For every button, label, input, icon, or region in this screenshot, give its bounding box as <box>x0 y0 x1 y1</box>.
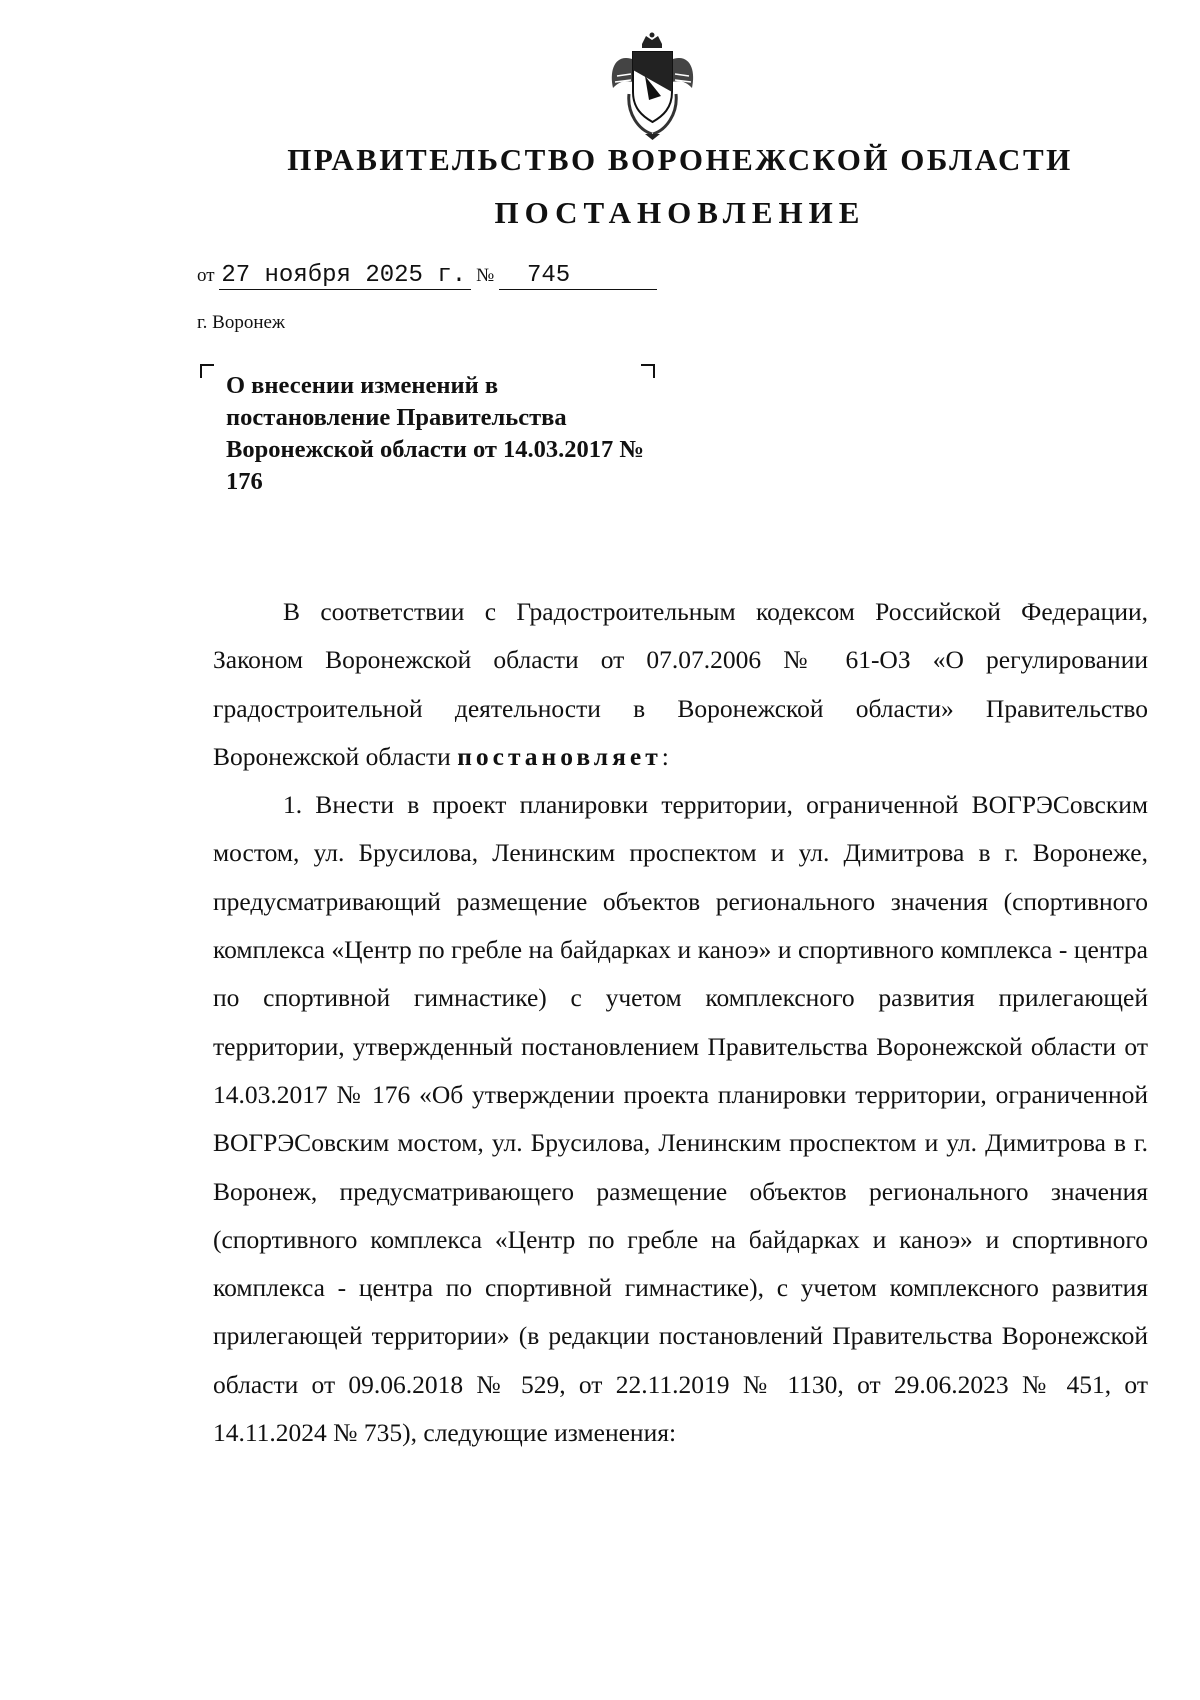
preamble-paragraph <box>213 588 1148 781</box>
item-1-paragraph: 1. Внести в проект планировки территории, ограниченной ВОГРЭСовским мостом, ул. Брусилова, Ленинским проспектом и ул. Димитрова в г. Воронеже, предусматривающий размещение объектов регионального значения (спортивного комплекса «Центр по гребле на байдарках и каноэ» и спортивного комплекса - центра по спортивной гимнастике) с учетом комплексного развития прилегающей территории, утвержденный постановлением Правительства Воронежской области от 14.03.2017 № 176 «Об утверждении проекта планировки территории, ограниченной ВОГРЭСовским мостом, ул. Брусилова, Ленинским проспектом и ул. Димитрова в г. Воронеж, предусматривающего размещение объектов регионального значения (спортивного комплекса «Центр по гребле на байдарках и каноэ» и спортивного комплекса - центра по спортивной гимнастике), с учетом комплексного развития прилегающей территории» (в редакции постановлений Правительства Воронежской области от 09.06.2018 № 529, от 22.11.2019 № 1130, от 29.06.2023 № 451, от 14.11.2024 № 735), следующие изменения: <box>213 790 1148 1448</box>
document-subject: О внесении изменений в постановление Правительства Воронежской области от 14.03.2017 № 176 <box>226 372 645 495</box>
government-title: ПРАВИТЕЛЬСТВО ВОРОНЕЖСКОЙ ОБЛАСТИ <box>287 142 1073 177</box>
decree-word: постановляет <box>457 741 662 771</box>
preamble-end: : <box>661 741 669 771</box>
coat-of-arms-emblem <box>605 30 700 142</box>
document-date: 27 ноября 2025 г. <box>219 262 471 290</box>
document-type-title: ПОСТАНОВЛЕНИЕ <box>494 195 866 230</box>
date-number-line <box>197 262 657 290</box>
document-body <box>213 588 1148 1457</box>
city-label: г. Воронеж <box>197 312 286 333</box>
document-number: 745 <box>499 262 657 290</box>
date-prefix: от <box>197 265 215 286</box>
preamble-text: В соответствии с Градостроительным кодексом Российской Федерации, Законом Воронежской области от 07.07.2006 № 61-ОЗ «О регулировании градостроительной деятельности в Воронежской области» Правительство Воронежской области <box>213 597 1148 771</box>
number-prefix: № <box>476 265 495 286</box>
subject-corner-left <box>200 364 214 378</box>
